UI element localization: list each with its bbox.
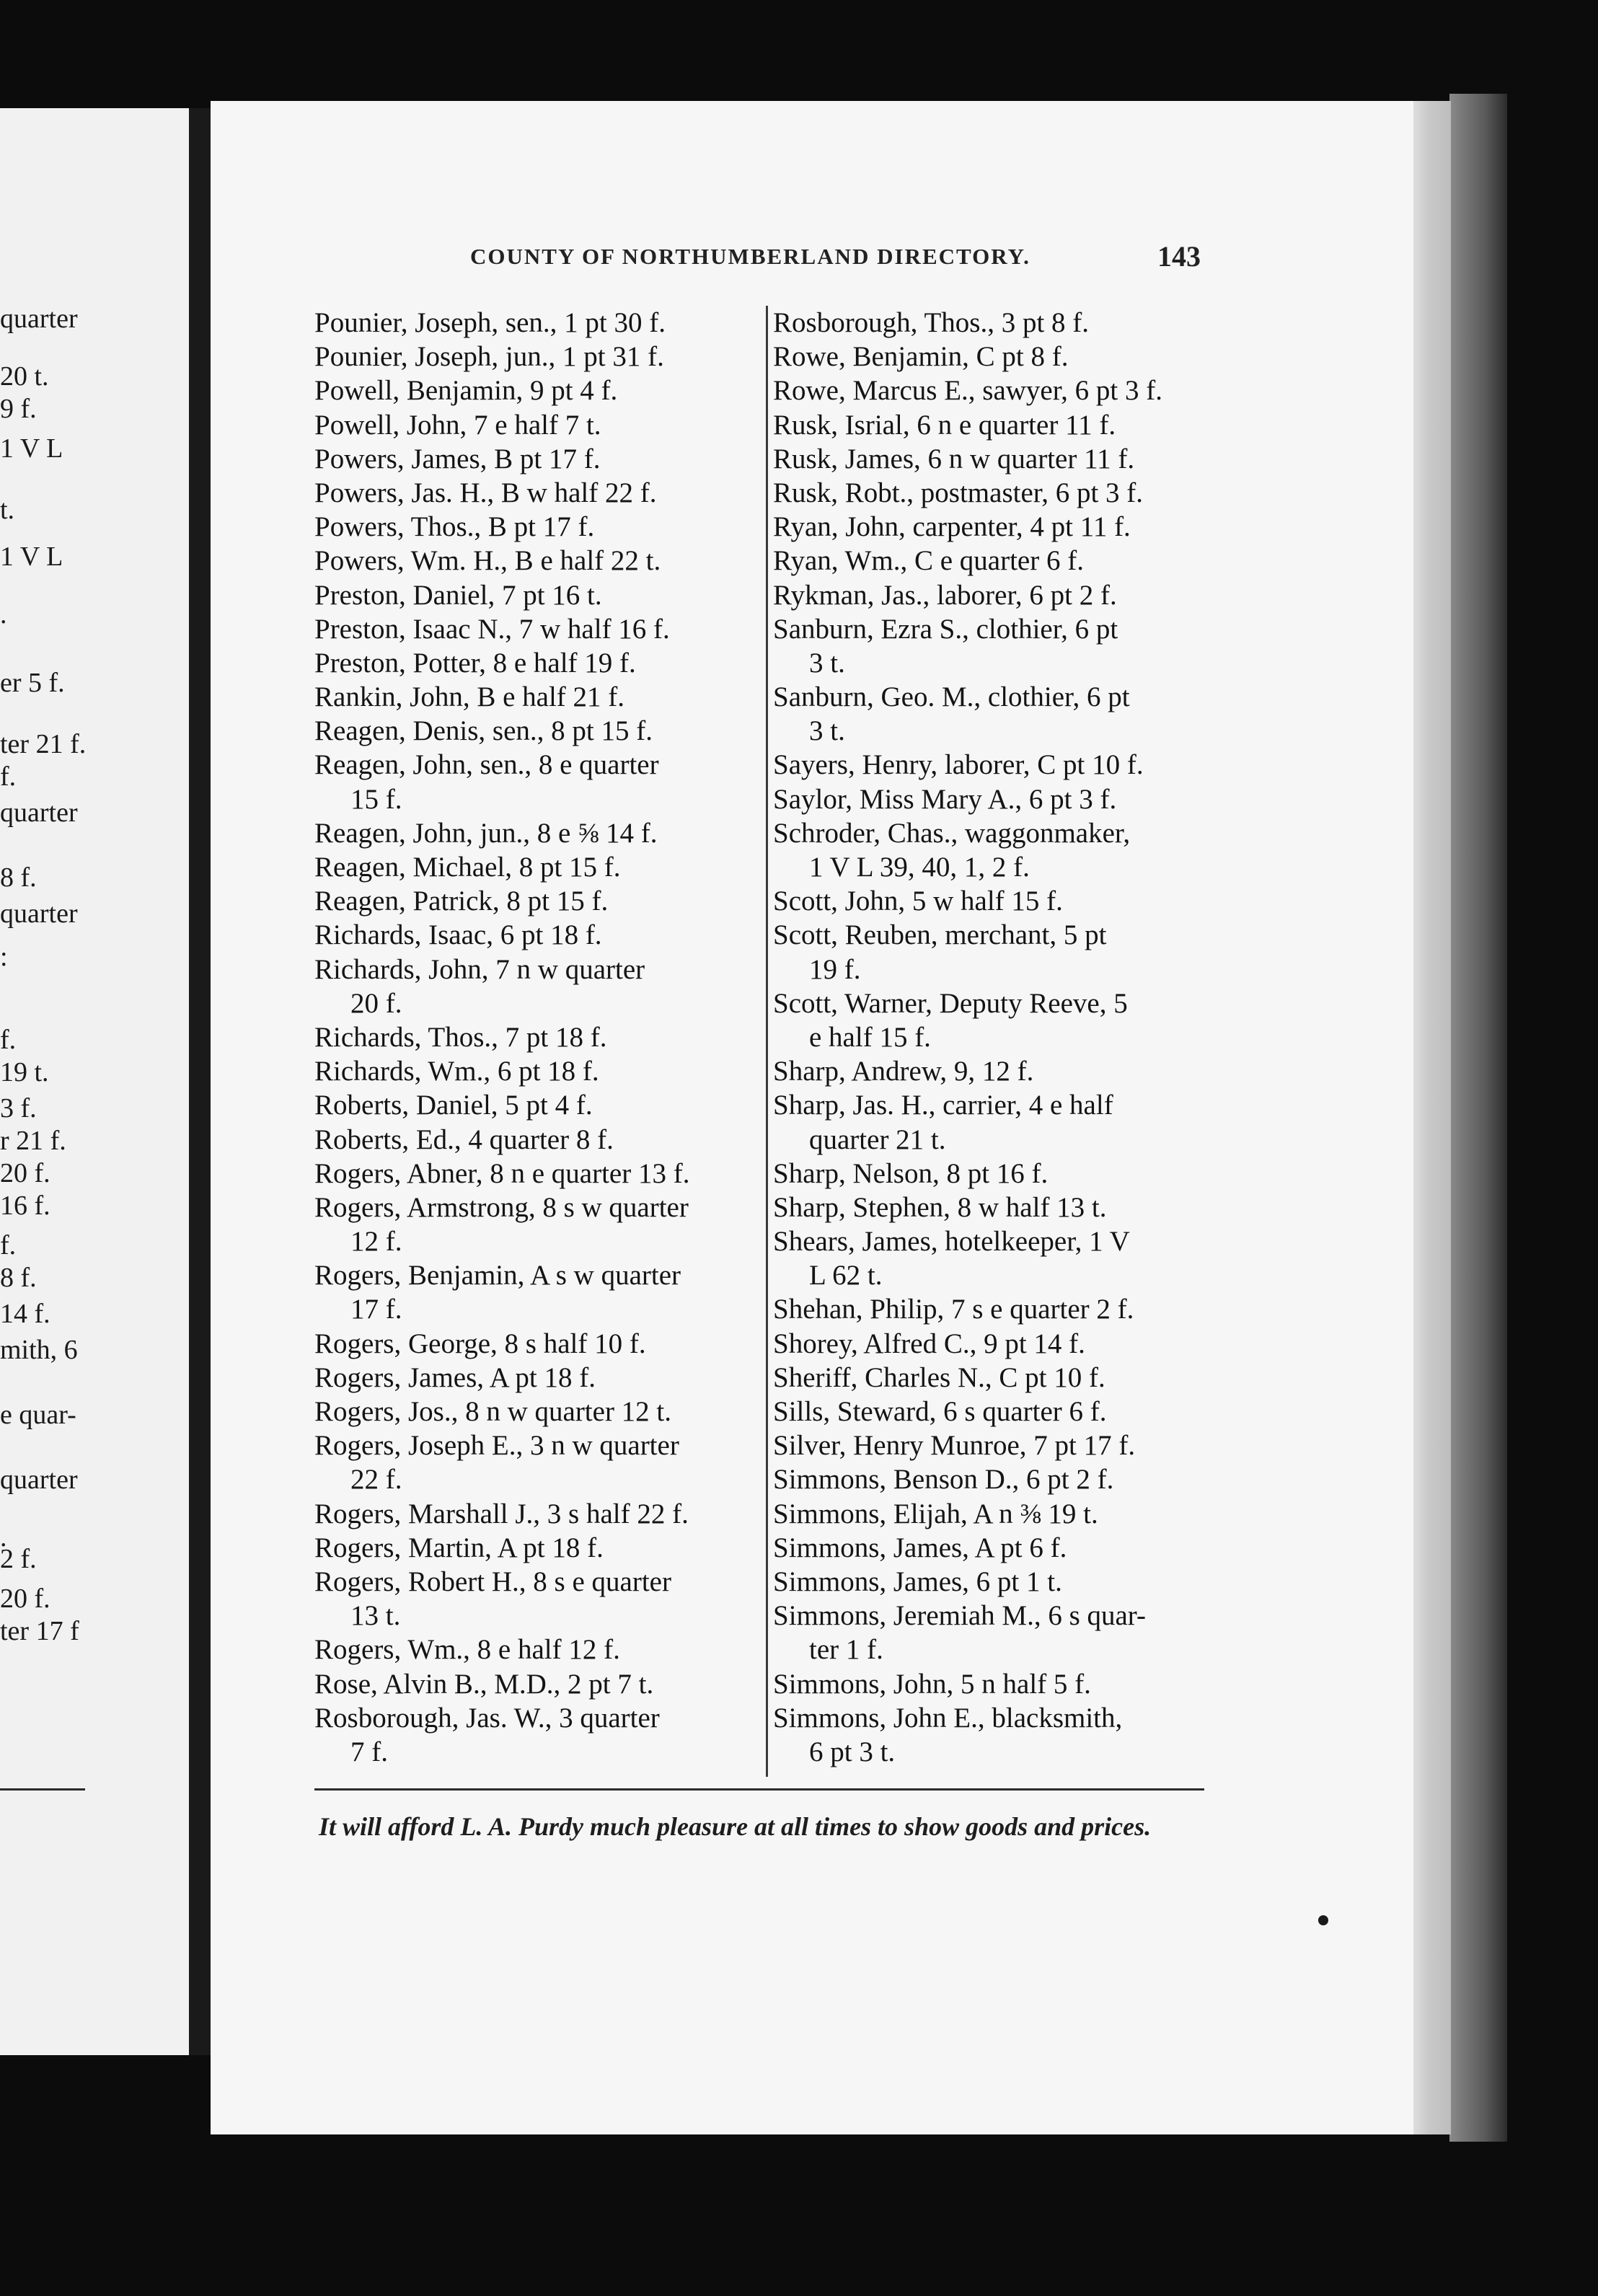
directory-entry: Saylor, Miss Mary A., 6 pt 3 f. — [773, 783, 1117, 815]
facing-page-text: r 21 f. — [0, 1126, 66, 1156]
facing-page-text: e quar- — [0, 1400, 76, 1430]
book-cover-edge — [1449, 94, 1507, 2142]
directory-entry: Richards, Wm., 6 pt 18 f. — [314, 1056, 599, 1087]
directory-entry: Scott, John, 5 w half 15 f. — [773, 886, 1063, 917]
footer-rule-right — [616, 1788, 1204, 1791]
directory-column-right — [773, 306, 1220, 1769]
facing-page-text: quarter — [0, 1465, 78, 1495]
directory-entry: Rogers, James, A pt 18 f. — [314, 1361, 596, 1393]
directory-entry: Preston, Isaac N., 7 w half 16 f. — [314, 613, 670, 645]
directory-entry: Rosborough, Jas. W., 3 quarter — [314, 1702, 660, 1734]
facing-page-text: : — [0, 942, 8, 972]
facing-page-text: 16 f. — [0, 1191, 50, 1221]
directory-entry: Sanburn, Geo. M., clothier, 6 pt — [773, 681, 1130, 713]
directory-entry: Preston, Daniel, 7 pt 16 t. — [314, 579, 602, 611]
facing-page-text: quarter — [0, 304, 78, 334]
directory-entry: 6 pt 3 t. — [809, 1736, 896, 1767]
directory-entry: quarter 21 t. — [809, 1123, 946, 1155]
directory-entry: 3 t. — [809, 647, 845, 679]
facing-page-text: quarter — [0, 798, 78, 828]
directory-entry: Roberts, Ed., 4 quarter 8 f. — [314, 1123, 614, 1155]
facing-page-text: 8 f. — [0, 862, 37, 893]
facing-page-text: 19 t. — [0, 1057, 49, 1087]
directory-entry: Powers, James, B pt 17 f. — [314, 443, 601, 474]
facing-page-text: 20 f. — [0, 1158, 50, 1188]
directory-entry: 7 f. — [350, 1736, 388, 1767]
directory-entry: Scott, Reuben, merchant, 5 pt — [773, 919, 1107, 951]
page-edge-shadow — [1413, 101, 1451, 2134]
directory-entry: Richards, Isaac, 6 pt 18 f. — [314, 919, 602, 951]
directory-entry: Shorey, Alfred C., 9 pt 14 f. — [773, 1328, 1085, 1359]
directory-entry: Reagen, Michael, 8 pt 15 f. — [314, 852, 621, 883]
facing-page-text: mith, 6 — [0, 1335, 78, 1365]
directory-entry: Rowe, Benjamin, C pt 8 f. — [773, 341, 1069, 373]
directory-entry: Rankin, John, B e half 21 f. — [314, 681, 625, 713]
facing-page-text: 8 f. — [0, 1263, 37, 1293]
directory-entry: Sills, Steward, 6 s quarter 6 f. — [773, 1396, 1107, 1427]
directory-entry: Rogers, Marshall J., 3 s half 22 f. — [314, 1498, 689, 1529]
facing-page-rule — [0, 1788, 85, 1791]
directory-entry: Pounier, Joseph, sen., 1 pt 30 f. — [314, 307, 666, 338]
directory-entry: Roberts, Daniel, 5 pt 4 f. — [314, 1090, 593, 1121]
directory-entry: Ryan, Wm., C e quarter 6 f. — [773, 545, 1084, 577]
directory-entry: ter 1 f. — [809, 1634, 883, 1666]
directory-entry: Richards, John, 7 n w quarter — [314, 953, 645, 985]
facing-page-text: 20 f. — [0, 1584, 50, 1614]
directory-entry: Scott, Warner, Deputy Reeve, 5 — [773, 987, 1128, 1019]
directory-entry: 15 f. — [350, 783, 402, 815]
directory-entry: Simmons, James, 6 pt 1 t. — [773, 1566, 1062, 1597]
book-spine — [189, 108, 211, 2055]
directory-entry: Powers, Wm. H., B e half 22 t. — [314, 545, 661, 577]
directory-entry: Ryan, John, carpenter, 4 pt 11 f. — [773, 511, 1131, 543]
facing-page-text: f. — [0, 761, 17, 792]
facing-page-text: 2 f. — [0, 1544, 37, 1574]
directory-column-left — [314, 306, 762, 1769]
directory-entry: Shehan, Philip, 7 s e quarter 2 f. — [773, 1294, 1134, 1325]
directory-entry: Silver, Henry Munroe, 7 pt 17 f. — [773, 1430, 1136, 1462]
directory-entry: Rosborough, Thos., 3 pt 8 f. — [773, 307, 1090, 338]
directory-entry: 20 f. — [350, 987, 402, 1019]
directory-entry: Rowe, Marcus E., sawyer, 6 pt 3 f. — [773, 375, 1162, 407]
directory-entry: Reagen, Patrick, 8 pt 15 f. — [314, 886, 609, 917]
directory-entry: Rogers, Joseph E., 3 n w quarter — [314, 1430, 679, 1462]
facing-page-text: . — [0, 1522, 7, 1553]
directory-entry: Simmons, Benson D., 6 pt 2 f. — [773, 1464, 1114, 1496]
facing-page-text: ter 21 f. — [0, 729, 87, 759]
directory-entry: Sayers, Henry, laborer, C pt 10 f. — [773, 749, 1144, 781]
directory-entry: Rogers, Martin, A pt 18 f. — [314, 1532, 604, 1563]
directory-entry: 19 f. — [809, 953, 861, 985]
directory-entry: Rogers, Benjamin, A s w quarter — [314, 1260, 681, 1292]
directory-entry: Rogers, Jos., 8 n w quarter 12 t. — [314, 1396, 672, 1427]
facing-page-text: 9 f. — [0, 394, 37, 424]
ink-spot — [1318, 1915, 1328, 1925]
facing-page-text: quarter — [0, 898, 78, 929]
directory-entry: Preston, Potter, 8 e half 19 f. — [314, 647, 636, 679]
directory-entry: Powell, Benjamin, 9 pt 4 f. — [314, 375, 618, 407]
directory-entry: Rogers, Armstrong, 8 s w quarter — [314, 1191, 689, 1223]
directory-entry: Rogers, Wm., 8 e half 12 f. — [314, 1634, 620, 1666]
directory-entry: Powers, Thos., B pt 17 f. — [314, 511, 595, 543]
directory-entry: Rusk, Isrial, 6 n e quarter 11 f. — [773, 409, 1116, 441]
directory-entry: Powers, Jas. H., B w half 22 f. — [314, 477, 657, 508]
directory-entry: 12 f. — [350, 1226, 402, 1258]
directory-entry: L 62 t. — [809, 1260, 883, 1292]
directory-entry: 13 t. — [350, 1600, 401, 1632]
directory-entry: 17 f. — [350, 1294, 402, 1325]
directory-entry: Sanburn, Ezra S., clothier, 6 pt — [773, 613, 1118, 645]
directory-entry: Sharp, Jas. H., carrier, 4 e half — [773, 1090, 1113, 1121]
footer-rule-left — [314, 1788, 616, 1791]
directory-entry: Reagen, John, jun., 8 e ⅝ 14 f. — [314, 817, 658, 849]
running-header: COUNTY OF NORTHUMBERLAND DIRECTORY. — [470, 244, 1030, 269]
directory-entry: Simmons, James, A pt 6 f. — [773, 1532, 1067, 1563]
directory-entry: e half 15 f. — [809, 1021, 931, 1053]
facing-page-text: er 5 f. — [0, 668, 65, 698]
facing-page-text: 20 t. — [0, 361, 49, 392]
directory-entry: 22 f. — [350, 1464, 402, 1496]
facing-page-text: f. — [0, 1230, 17, 1260]
facing-page-text: 1 V L — [0, 542, 63, 572]
directory-entry: Reagen, Denis, sen., 8 pt 15 f. — [314, 715, 653, 747]
directory-entry: Simmons, John, 5 n half 5 f. — [773, 1668, 1091, 1700]
directory-entry: 1 V L 39, 40, 1, 2 f. — [809, 852, 1030, 883]
directory-entry: Powell, John, 7 e half 7 t. — [314, 409, 601, 441]
directory-entry: Rykman, Jas., laborer, 6 pt 2 f. — [773, 579, 1117, 611]
directory-entry: Rogers, Abner, 8 n e quarter 13 f. — [314, 1157, 690, 1189]
directory-entry: Simmons, John E., blacksmith, — [773, 1702, 1123, 1734]
facing-page-text: t. — [0, 495, 15, 525]
directory-entry: Richards, Thos., 7 pt 18 f. — [314, 1021, 607, 1053]
facing-page-fragment — [0, 108, 189, 2055]
directory-entry: Rogers, George, 8 s half 10 f. — [314, 1328, 646, 1359]
facing-page-text: 14 f. — [0, 1299, 50, 1329]
directory-entry: Reagen, John, sen., 8 e quarter — [314, 749, 659, 781]
directory-entry: Schroder, Chas., waggonmaker, — [773, 817, 1131, 849]
facing-page-text: 1 V L — [0, 433, 63, 464]
directory-entry: 3 t. — [809, 715, 845, 747]
directory-entry: Rusk, James, 6 n w quarter 11 f. — [773, 443, 1135, 474]
footer-advertisement: It will afford L. A. Purdy much pleasure at all times to show goods and prices. — [319, 1812, 1152, 1841]
directory-entry: Rogers, Robert H., 8 s e quarter — [314, 1566, 671, 1597]
facing-page-text: . — [0, 599, 7, 630]
column-divider — [766, 306, 768, 1777]
directory-entry: Sheriff, Charles N., C pt 10 f. — [773, 1361, 1105, 1393]
directory-entry: Rusk, Robt., postmaster, 6 pt 3 f. — [773, 477, 1144, 508]
directory-entry: Simmons, Jeremiah M., 6 s quar- — [773, 1600, 1146, 1632]
directory-entry: Sharp, Andrew, 9, 12 f. — [773, 1056, 1034, 1087]
facing-page-text: ter 17 f — [0, 1616, 79, 1646]
facing-page-text: 3 f. — [0, 1093, 37, 1123]
directory-entry: Simmons, Elijah, A n ⅜ 19 t. — [773, 1498, 1098, 1529]
directory-entry: Shears, James, hotelkeeper, 1 V — [773, 1226, 1130, 1258]
facing-page-text: f. — [0, 1025, 17, 1055]
directory-entry: Pounier, Joseph, jun., 1 pt 31 f. — [314, 341, 664, 373]
directory-entry: Sharp, Nelson, 8 pt 16 f. — [773, 1157, 1049, 1189]
directory-entry: Rose, Alvin B., M.D., 2 pt 7 t. — [314, 1668, 654, 1700]
directory-entry: Sharp, Stephen, 8 w half 13 t. — [773, 1191, 1107, 1223]
page-number: 143 — [1157, 240, 1201, 273]
